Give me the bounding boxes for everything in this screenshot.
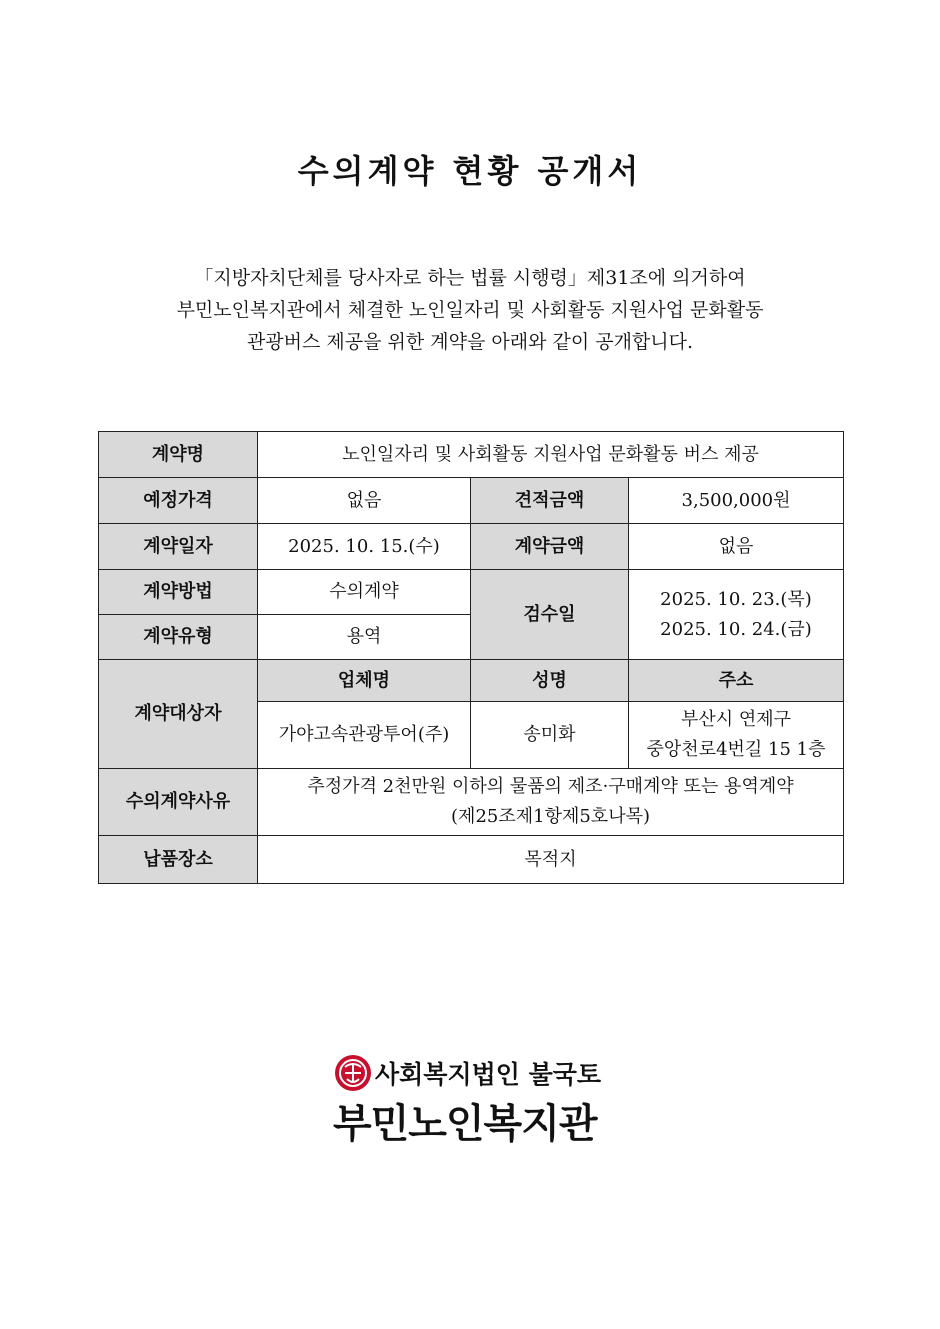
contract-method-value: 수의계약 <box>258 570 471 615</box>
person-header: 성명 <box>471 660 629 702</box>
company-header: 업체명 <box>258 660 471 702</box>
estimate-amount-label: 견적금액 <box>471 478 629 524</box>
contract-name-value: 노인일자리 및 사회활동 지원사업 문화활동 버스 제공 <box>258 432 844 478</box>
estimate-amount-value: 3,500,000원 <box>629 478 844 524</box>
inspection-date-line: 2025. 10. 24.(금) <box>660 618 812 640</box>
inspection-date-line: 2025. 10. 23.(목) <box>660 588 812 610</box>
inspection-date-label: 검수일 <box>471 570 629 660</box>
reason-line: 추정가격 2천만원 이하의 물품의 제조·구매계약 또는 용역계약 <box>307 776 794 797</box>
table-row <box>99 836 844 884</box>
intro-paragraph <box>0 262 940 358</box>
inspection-date-value <box>629 570 844 660</box>
intro-line: 부민노인복지관에서 체결한 노인일자리 및 사회활동 지원사업 문화활동 <box>176 299 764 321</box>
counterparty-label: 계약대상자 <box>99 660 258 769</box>
seal-icon <box>333 1053 373 1093</box>
table-row <box>99 660 844 702</box>
planned-price-label: 예정가격 <box>99 478 258 524</box>
page-title: 수의계약 현황 공개서 <box>297 152 643 190</box>
table-row <box>99 524 844 570</box>
company-value: 가야고속관광투어(주) <box>258 702 471 769</box>
contract-type-value: 용역 <box>258 615 471 660</box>
contract-table <box>98 431 844 884</box>
delivery-place-label: 납품장소 <box>99 836 258 884</box>
reason-line: (제25조제1항제5호나목) <box>451 806 650 827</box>
address-header: 주소 <box>629 660 844 702</box>
logo-org-text: 사회복지법인 불국토 <box>375 1060 602 1089</box>
address-line: 부산시 연제구 <box>680 709 792 730</box>
contract-amount-value: 없음 <box>629 524 844 570</box>
table-row <box>99 478 844 524</box>
organization-logo <box>333 1052 613 1149</box>
contract-date-value: 2025. 10. 15.(수) <box>258 524 471 570</box>
contract-name-label: 계약명 <box>99 432 258 478</box>
person-value: 송미화 <box>471 702 629 769</box>
reason-value <box>258 769 844 836</box>
contract-method-label: 계약방법 <box>99 570 258 615</box>
address-value <box>629 702 844 769</box>
intro-line: 관광버스 제공을 위한 계약을 아래와 같이 공개합니다. <box>246 331 694 353</box>
table-row <box>99 769 844 836</box>
delivery-place-value: 목적지 <box>258 836 844 884</box>
contract-date-label: 계약일자 <box>99 524 258 570</box>
address-line: 중앙천로4번길 15 1층 <box>646 739 826 760</box>
intro-line: 「지방자치단체를 당사자로 하는 법률 시행령」제31조에 의거하여 <box>194 267 746 289</box>
table-row <box>99 570 844 615</box>
table-row <box>99 432 844 478</box>
planned-price-value: 없음 <box>258 478 471 524</box>
reason-label: 수의계약사유 <box>99 769 258 836</box>
contract-type-label: 계약유형 <box>99 615 258 660</box>
logo-name-text: 부민노인복지관 <box>333 1101 597 1147</box>
contract-amount-label: 계약금액 <box>471 524 629 570</box>
